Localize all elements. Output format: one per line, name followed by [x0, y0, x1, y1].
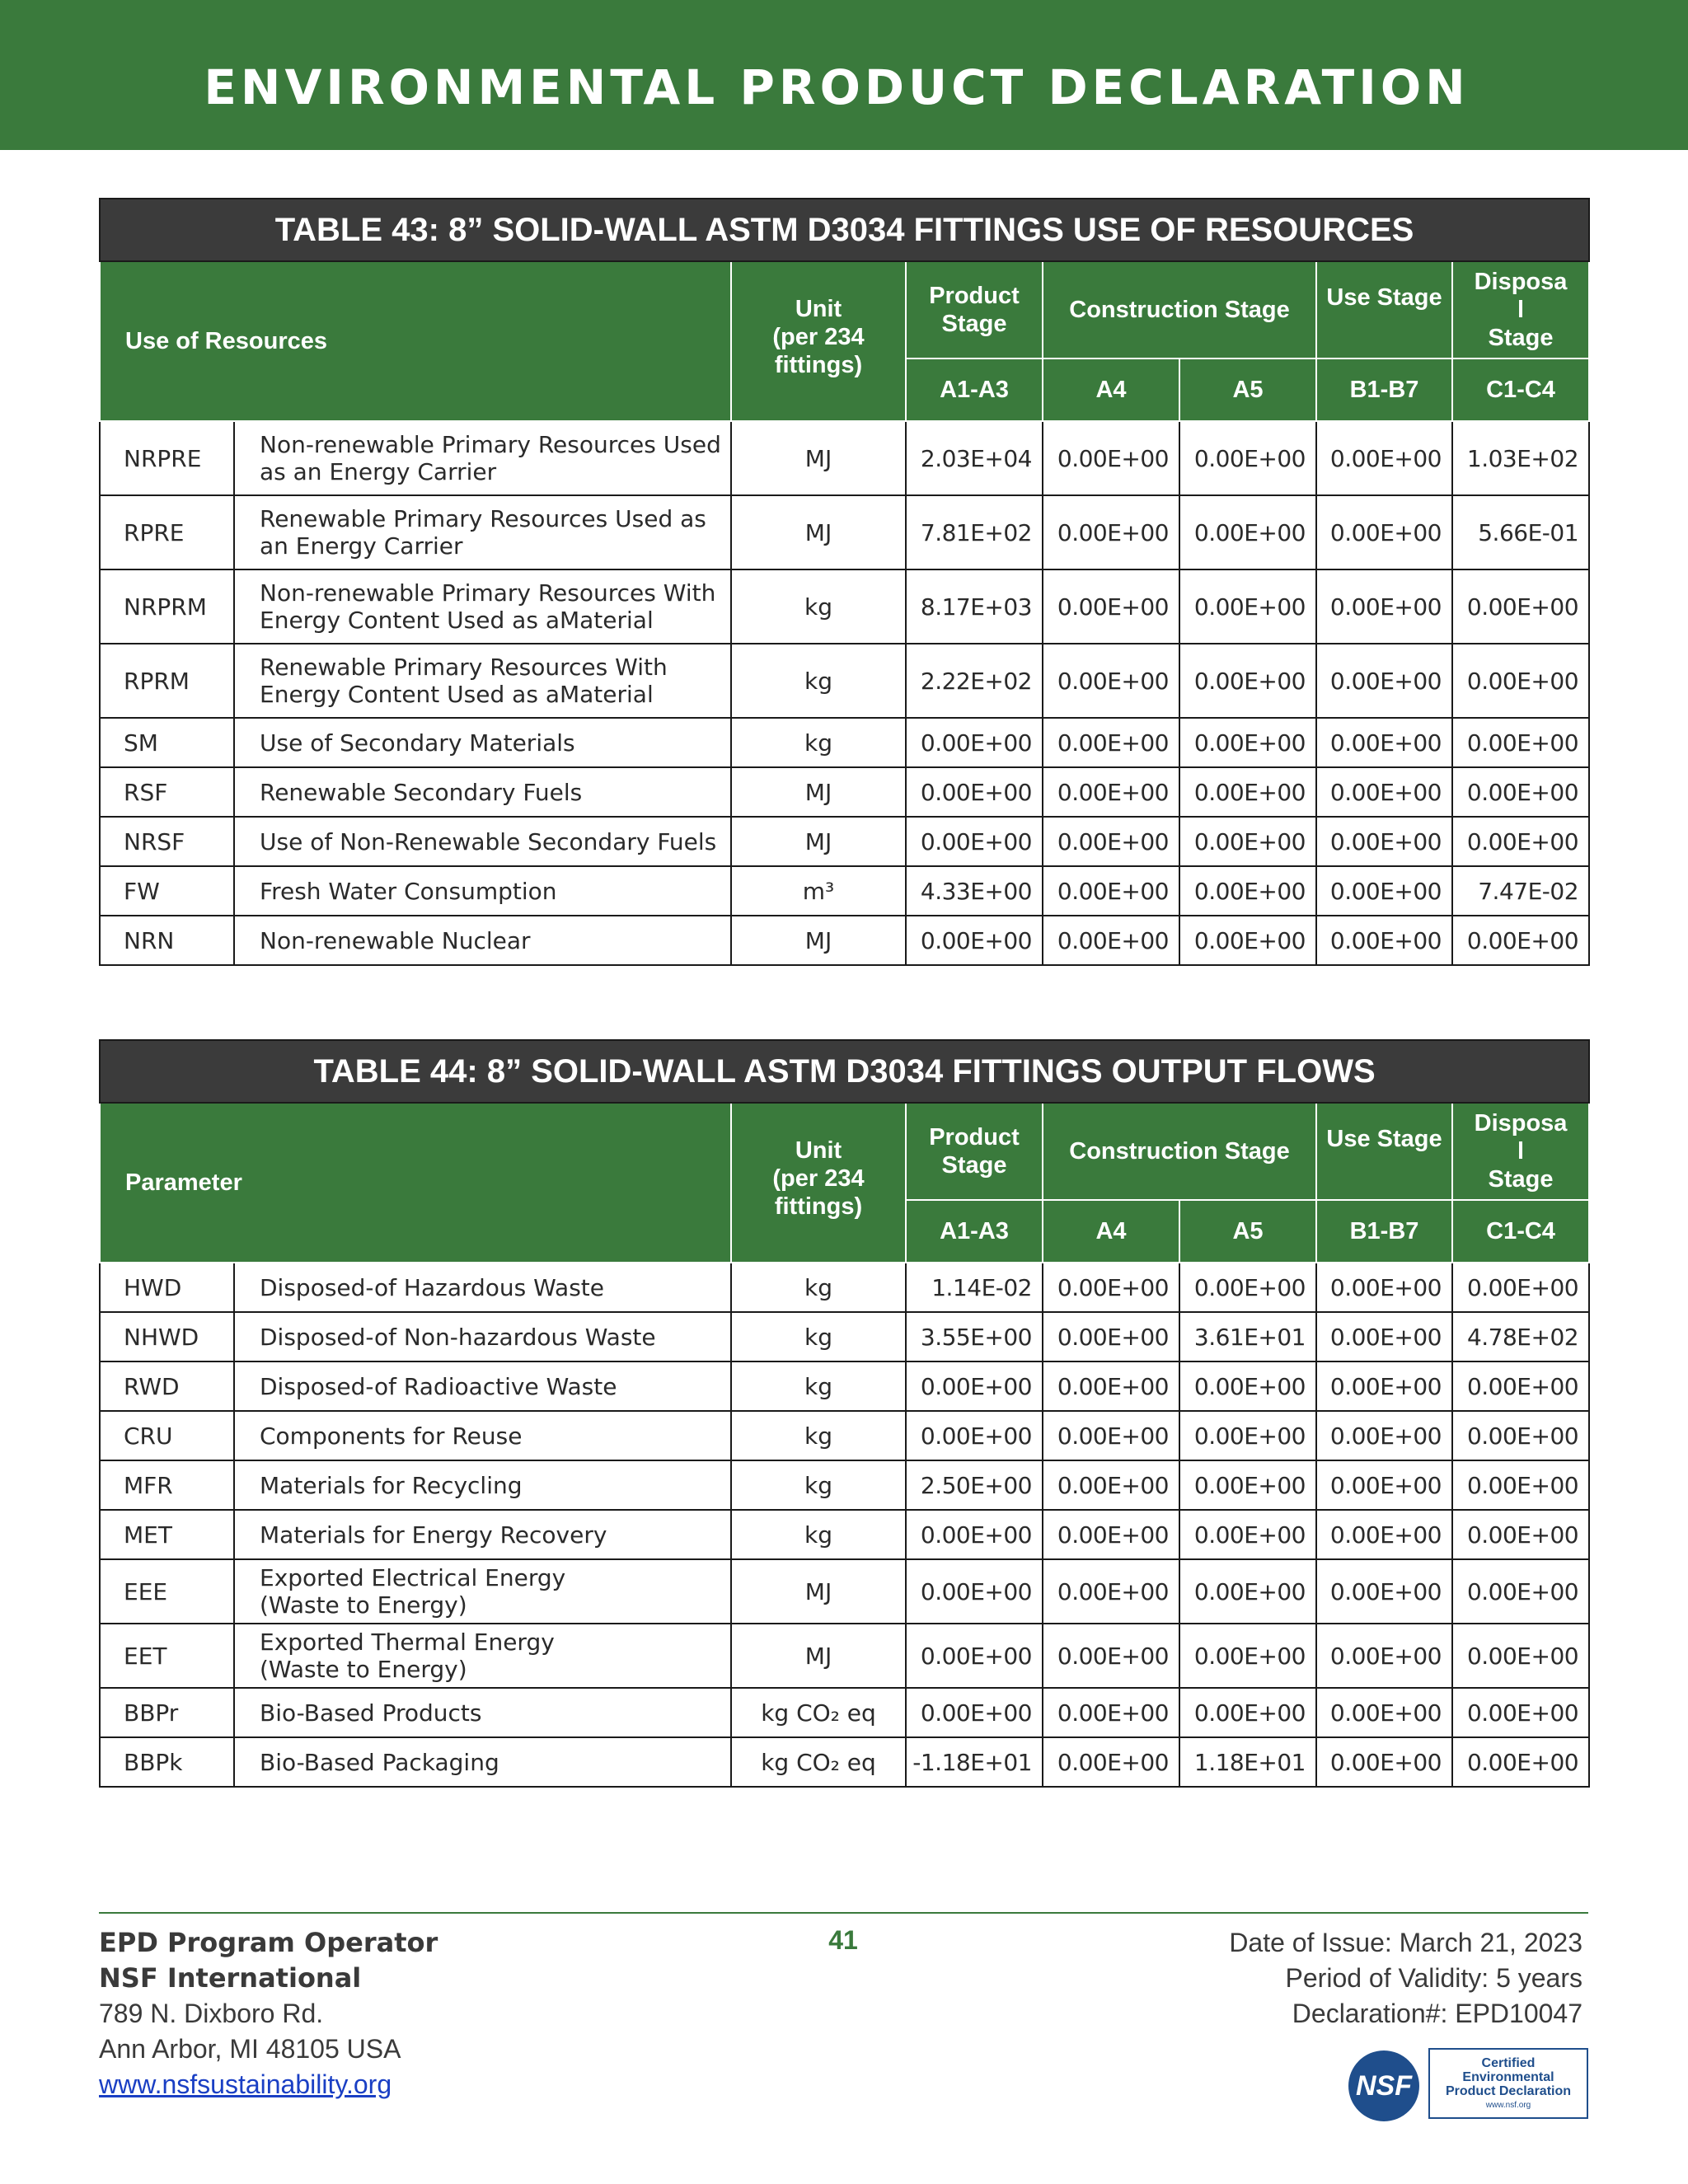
footer-issue-info — [1229, 1925, 1582, 2032]
row-unit: kg CO₂ eq — [731, 1688, 906, 1737]
row-description: Bio-Based Products — [234, 1688, 731, 1737]
page-title: ENVIRONMENTAL PRODUCT DECLARATION — [204, 59, 1470, 115]
value-a4: 0.00E+00 — [1043, 1263, 1179, 1312]
row-code: HWD — [100, 1263, 234, 1312]
table-row — [100, 644, 1589, 718]
row-code: RPRE — [100, 495, 234, 569]
table-row — [100, 1411, 1589, 1460]
value-b1b7: 0.00E+00 — [1316, 1624, 1452, 1688]
value-a5: 3.61E+01 — [1179, 1312, 1316, 1361]
table-row — [100, 569, 1589, 644]
value-b1b7: 0.00E+00 — [1316, 1361, 1452, 1411]
table-row — [100, 1688, 1589, 1737]
declaration-number: Declaration#: EPD10047 — [1292, 1999, 1582, 2028]
row-unit: MJ — [731, 1624, 906, 1688]
output-flows-table — [99, 1039, 1590, 1788]
row-description: Disposed-of Hazardous Waste — [234, 1263, 731, 1312]
header-b1b7: B1-B7 — [1316, 359, 1452, 421]
value-c1c4: 0.00E+00 — [1452, 1510, 1589, 1559]
value-a1a3: 7.81E+02 — [906, 495, 1043, 569]
table-row — [100, 817, 1589, 866]
footer-divider — [99, 1912, 1588, 1914]
row-unit: MJ — [731, 767, 906, 817]
table-row — [100, 1559, 1589, 1624]
row-code: SM — [100, 718, 234, 767]
row-unit: MJ — [731, 421, 906, 495]
nsf-logo-icon: NSF — [1348, 2050, 1419, 2121]
table-row — [100, 718, 1589, 767]
value-a1a3: 0.00E+00 — [906, 767, 1043, 817]
value-a4: 0.00E+00 — [1043, 817, 1179, 866]
value-b1b7: 0.00E+00 — [1316, 916, 1452, 965]
value-a5: 0.00E+00 — [1179, 495, 1316, 569]
table-row — [100, 767, 1589, 817]
value-a5: 0.00E+00 — [1179, 1361, 1316, 1411]
header-b1b7: B1-B7 — [1316, 1200, 1452, 1263]
header-product-stage: Product Stage — [906, 261, 1043, 359]
row-code: NRN — [100, 916, 234, 965]
row-description: Disposed-of Radioactive Waste — [234, 1361, 731, 1411]
table-row — [100, 1624, 1589, 1688]
certified-epd-badge-icon — [1428, 2048, 1588, 2119]
value-c1c4: 0.00E+00 — [1452, 1688, 1589, 1737]
value-a1a3: 0.00E+00 — [906, 1361, 1043, 1411]
table-row — [100, 1312, 1589, 1361]
value-b1b7: 0.00E+00 — [1316, 866, 1452, 916]
row-code: FW — [100, 866, 234, 916]
row-code: RPRM — [100, 644, 234, 718]
value-a1a3: 2.22E+02 — [906, 644, 1043, 718]
value-a1a3: 0.00E+00 — [906, 1510, 1043, 1559]
value-a1a3: 8.17E+03 — [906, 569, 1043, 644]
header-c1c4: C1-C4 — [1452, 359, 1589, 421]
value-a4: 0.00E+00 — [1043, 1510, 1179, 1559]
value-a4: 0.00E+00 — [1043, 767, 1179, 817]
row-code: NRSF — [100, 817, 234, 866]
value-c1c4: 0.00E+00 — [1452, 916, 1589, 965]
operator-org: NSF International — [99, 1962, 362, 1994]
header-parameter: Parameter — [100, 1103, 731, 1263]
value-c1c4: 0.00E+00 — [1452, 767, 1589, 817]
value-c1c4: 0.00E+00 — [1452, 1361, 1589, 1411]
value-c1c4: 4.78E+02 — [1452, 1312, 1589, 1361]
header-disposal-stage: Disposa l Stage — [1452, 261, 1589, 359]
value-b1b7: 0.00E+00 — [1316, 1263, 1452, 1312]
value-a5: 0.00E+00 — [1179, 1510, 1316, 1559]
badge-line-1: Certified — [1481, 2056, 1536, 2070]
row-code: MET — [100, 1510, 234, 1559]
value-a5: 0.00E+00 — [1179, 767, 1316, 817]
value-a5: 0.00E+00 — [1179, 1411, 1316, 1460]
footer-operator — [99, 1925, 438, 2102]
header-a1a3: A1-A3 — [906, 1200, 1043, 1263]
row-unit: kg — [731, 1510, 906, 1559]
value-a5: 0.00E+00 — [1179, 569, 1316, 644]
value-a4: 0.00E+00 — [1043, 1460, 1179, 1510]
row-unit: MJ — [731, 495, 906, 569]
row-unit: kg — [731, 569, 906, 644]
value-b1b7: 0.00E+00 — [1316, 569, 1452, 644]
row-unit: MJ — [731, 1559, 906, 1624]
value-a4: 0.00E+00 — [1043, 1624, 1179, 1688]
value-a5: 0.00E+00 — [1179, 1263, 1316, 1312]
header-construction-stage: Construction Stage — [1043, 1103, 1316, 1200]
address-line-1: 789 N. Dixboro Rd. — [99, 1999, 324, 2028]
value-c1c4: 0.00E+00 — [1452, 1411, 1589, 1460]
row-description: Renewable Secondary Fuels — [234, 767, 731, 817]
row-code: BBPr — [100, 1688, 234, 1737]
badge-line-3: Product Declaration — [1445, 2084, 1572, 2098]
row-code: EEE — [100, 1559, 234, 1624]
header-unit: Unit (per 234 fittings) — [731, 1103, 906, 1263]
header-unit: Unit (per 234 fittings) — [731, 261, 906, 421]
value-a5: 0.00E+00 — [1179, 1624, 1316, 1688]
value-b1b7: 0.00E+00 — [1316, 1559, 1452, 1624]
value-b1b7: 0.00E+00 — [1316, 1688, 1452, 1737]
value-a1a3: 1.14E-02 — [906, 1263, 1043, 1312]
row-unit: kg — [731, 1312, 906, 1361]
address-line-2: Ann Arbor, MI 48105 USA — [99, 2034, 401, 2064]
value-a1a3: 4.33E+00 — [906, 866, 1043, 916]
row-description: Renewable Primary Resources With Energy Content Used as aMaterial — [234, 644, 731, 718]
row-unit: kg — [731, 1411, 906, 1460]
value-a4: 0.00E+00 — [1043, 866, 1179, 916]
resources-table — [99, 198, 1590, 966]
value-b1b7: 0.00E+00 — [1316, 421, 1452, 495]
value-a4: 0.00E+00 — [1043, 1737, 1179, 1787]
table-row — [100, 1361, 1589, 1411]
value-b1b7: 0.00E+00 — [1316, 1510, 1452, 1559]
value-c1c4: 1.03E+02 — [1452, 421, 1589, 495]
row-description: Use of Secondary Materials — [234, 718, 731, 767]
row-code: EET — [100, 1624, 234, 1688]
badge-url: www.nsf.org — [1485, 2101, 1531, 2110]
row-description: Use of Non-Renewable Secondary Fuels — [234, 817, 731, 866]
value-b1b7: 0.00E+00 — [1316, 644, 1452, 718]
value-a4: 0.00E+00 — [1043, 1411, 1179, 1460]
value-b1b7: 0.00E+00 — [1316, 1460, 1452, 1510]
row-description: Exported Electrical Energy (Waste to Energy) — [234, 1559, 731, 1624]
row-description: Bio-Based Packaging — [234, 1737, 731, 1787]
table-row — [100, 495, 1589, 569]
value-c1c4: 7.47E-02 — [1452, 866, 1589, 916]
value-a4: 0.00E+00 — [1043, 1312, 1179, 1361]
website-link[interactable]: www.nsfsustainability.org — [99, 2069, 392, 2099]
row-code: RWD — [100, 1361, 234, 1411]
row-code: MFR — [100, 1460, 234, 1510]
badge-line-2: Environmental — [1462, 2070, 1554, 2084]
validity-period: Period of Validity: 5 years — [1285, 1963, 1582, 1993]
header-a5: A5 — [1179, 1200, 1316, 1263]
value-a5: 0.00E+00 — [1179, 916, 1316, 965]
value-a1a3: 0.00E+00 — [906, 916, 1043, 965]
value-a4: 0.00E+00 — [1043, 916, 1179, 965]
value-c1c4: 0.00E+00 — [1452, 1737, 1589, 1787]
row-description: Materials for Energy Recovery — [234, 1510, 731, 1559]
row-description: Renewable Primary Resources Used as an Energy Carrier — [234, 495, 731, 569]
value-c1c4: 0.00E+00 — [1452, 644, 1589, 718]
value-b1b7: 0.00E+00 — [1316, 1411, 1452, 1460]
row-code: NHWD — [100, 1312, 234, 1361]
header-construction-stage: Construction Stage — [1043, 261, 1316, 359]
row-description: Non-renewable Primary Resources Used as an Energy Carrier — [234, 421, 731, 495]
header-a4: A4 — [1043, 359, 1179, 421]
value-c1c4: 5.66E-01 — [1452, 495, 1589, 569]
value-a5: 0.00E+00 — [1179, 1559, 1316, 1624]
row-description: Exported Thermal Energy (Waste to Energy) — [234, 1624, 731, 1688]
value-a1a3: -1.18E+01 — [906, 1737, 1043, 1787]
header-disposal-stage: Disposa l Stage — [1452, 1103, 1589, 1200]
row-description: Non-renewable Primary Resources With Energy Content Used as aMaterial — [234, 569, 731, 644]
table-row — [100, 1263, 1589, 1312]
value-a1a3: 0.00E+00 — [906, 1559, 1043, 1624]
row-description: Components for Reuse — [234, 1411, 731, 1460]
header-use-stage: Use Stage — [1316, 261, 1452, 359]
table-row — [100, 421, 1589, 495]
value-c1c4: 0.00E+00 — [1452, 1263, 1589, 1312]
page-number: 41 — [828, 1925, 858, 1955]
value-a5: 0.00E+00 — [1179, 644, 1316, 718]
row-unit: kg — [731, 1460, 906, 1510]
value-a5: 0.00E+00 — [1179, 866, 1316, 916]
row-unit: m³ — [731, 866, 906, 916]
value-a1a3: 2.03E+04 — [906, 421, 1043, 495]
table-row — [100, 1510, 1589, 1559]
value-a1a3: 0.00E+00 — [906, 1624, 1043, 1688]
value-c1c4: 0.00E+00 — [1452, 817, 1589, 866]
value-a4: 0.00E+00 — [1043, 569, 1179, 644]
header-parameter: Use of Resources — [100, 261, 731, 421]
value-c1c4: 0.00E+00 — [1452, 1460, 1589, 1510]
row-code: NRPRM — [100, 569, 234, 644]
value-a5: 0.00E+00 — [1179, 421, 1316, 495]
table-row — [100, 866, 1589, 916]
table-row — [100, 1460, 1589, 1510]
value-a5: 0.00E+00 — [1179, 718, 1316, 767]
header-a1a3: A1-A3 — [906, 359, 1043, 421]
value-b1b7: 0.00E+00 — [1316, 495, 1452, 569]
operator-label: EPD Program Operator — [99, 1927, 438, 1958]
value-a1a3: 0.00E+00 — [906, 718, 1043, 767]
row-unit: kg — [731, 1263, 906, 1312]
row-unit: kg CO₂ eq — [731, 1737, 906, 1787]
value-b1b7: 0.00E+00 — [1316, 1737, 1452, 1787]
header-a5: A5 — [1179, 359, 1316, 421]
row-code: RSF — [100, 767, 234, 817]
row-unit: kg — [731, 1361, 906, 1411]
value-b1b7: 0.00E+00 — [1316, 718, 1452, 767]
value-a4: 0.00E+00 — [1043, 495, 1179, 569]
value-a1a3: 3.55E+00 — [906, 1312, 1043, 1361]
value-a5: 1.18E+01 — [1179, 1737, 1316, 1787]
value-c1c4: 0.00E+00 — [1452, 569, 1589, 644]
value-a5: 0.00E+00 — [1179, 817, 1316, 866]
table-title: TABLE 43: 8” SOLID-WALL ASTM D3034 FITTINGS USE OF RESOURCES — [100, 199, 1589, 261]
value-c1c4: 0.00E+00 — [1452, 718, 1589, 767]
row-description: Non-renewable Nuclear — [234, 916, 731, 965]
value-b1b7: 0.00E+00 — [1316, 767, 1452, 817]
row-description: Fresh Water Consumption — [234, 866, 731, 916]
header-use-stage: Use Stage — [1316, 1103, 1452, 1200]
row-description: Materials for Recycling — [234, 1460, 731, 1510]
header-a4: A4 — [1043, 1200, 1179, 1263]
value-a1a3: 0.00E+00 — [906, 817, 1043, 866]
header-product-stage: Product Stage — [906, 1103, 1043, 1200]
value-a4: 0.00E+00 — [1043, 421, 1179, 495]
row-unit: MJ — [731, 916, 906, 965]
table-title: TABLE 44: 8” SOLID-WALL ASTM D3034 FITTINGS OUTPUT FLOWS — [100, 1040, 1589, 1103]
value-b1b7: 0.00E+00 — [1316, 817, 1452, 866]
row-code: BBPk — [100, 1737, 234, 1787]
row-code: NRPRE — [100, 421, 234, 495]
value-a5: 0.00E+00 — [1179, 1688, 1316, 1737]
row-unit: kg — [731, 718, 906, 767]
row-unit: MJ — [731, 817, 906, 866]
value-a4: 0.00E+00 — [1043, 718, 1179, 767]
value-a1a3: 2.50E+00 — [906, 1460, 1043, 1510]
value-a1a3: 0.00E+00 — [906, 1688, 1043, 1737]
row-description: Disposed-of Non-hazardous Waste — [234, 1312, 731, 1361]
issue-date: Date of Issue: March 21, 2023 — [1229, 1928, 1582, 1957]
value-a4: 0.00E+00 — [1043, 644, 1179, 718]
row-code: CRU — [100, 1411, 234, 1460]
value-a4: 0.00E+00 — [1043, 1361, 1179, 1411]
table-row — [100, 1737, 1589, 1787]
value-c1c4: 0.00E+00 — [1452, 1624, 1589, 1688]
value-a5: 0.00E+00 — [1179, 1460, 1316, 1510]
value-c1c4: 0.00E+00 — [1452, 1559, 1589, 1624]
table-row — [100, 916, 1589, 965]
row-unit: kg — [731, 644, 906, 718]
value-a4: 0.00E+00 — [1043, 1559, 1179, 1624]
value-b1b7: 0.00E+00 — [1316, 1312, 1452, 1361]
header-c1c4: C1-C4 — [1452, 1200, 1589, 1263]
value-a4: 0.00E+00 — [1043, 1688, 1179, 1737]
value-a1a3: 0.00E+00 — [906, 1411, 1043, 1460]
